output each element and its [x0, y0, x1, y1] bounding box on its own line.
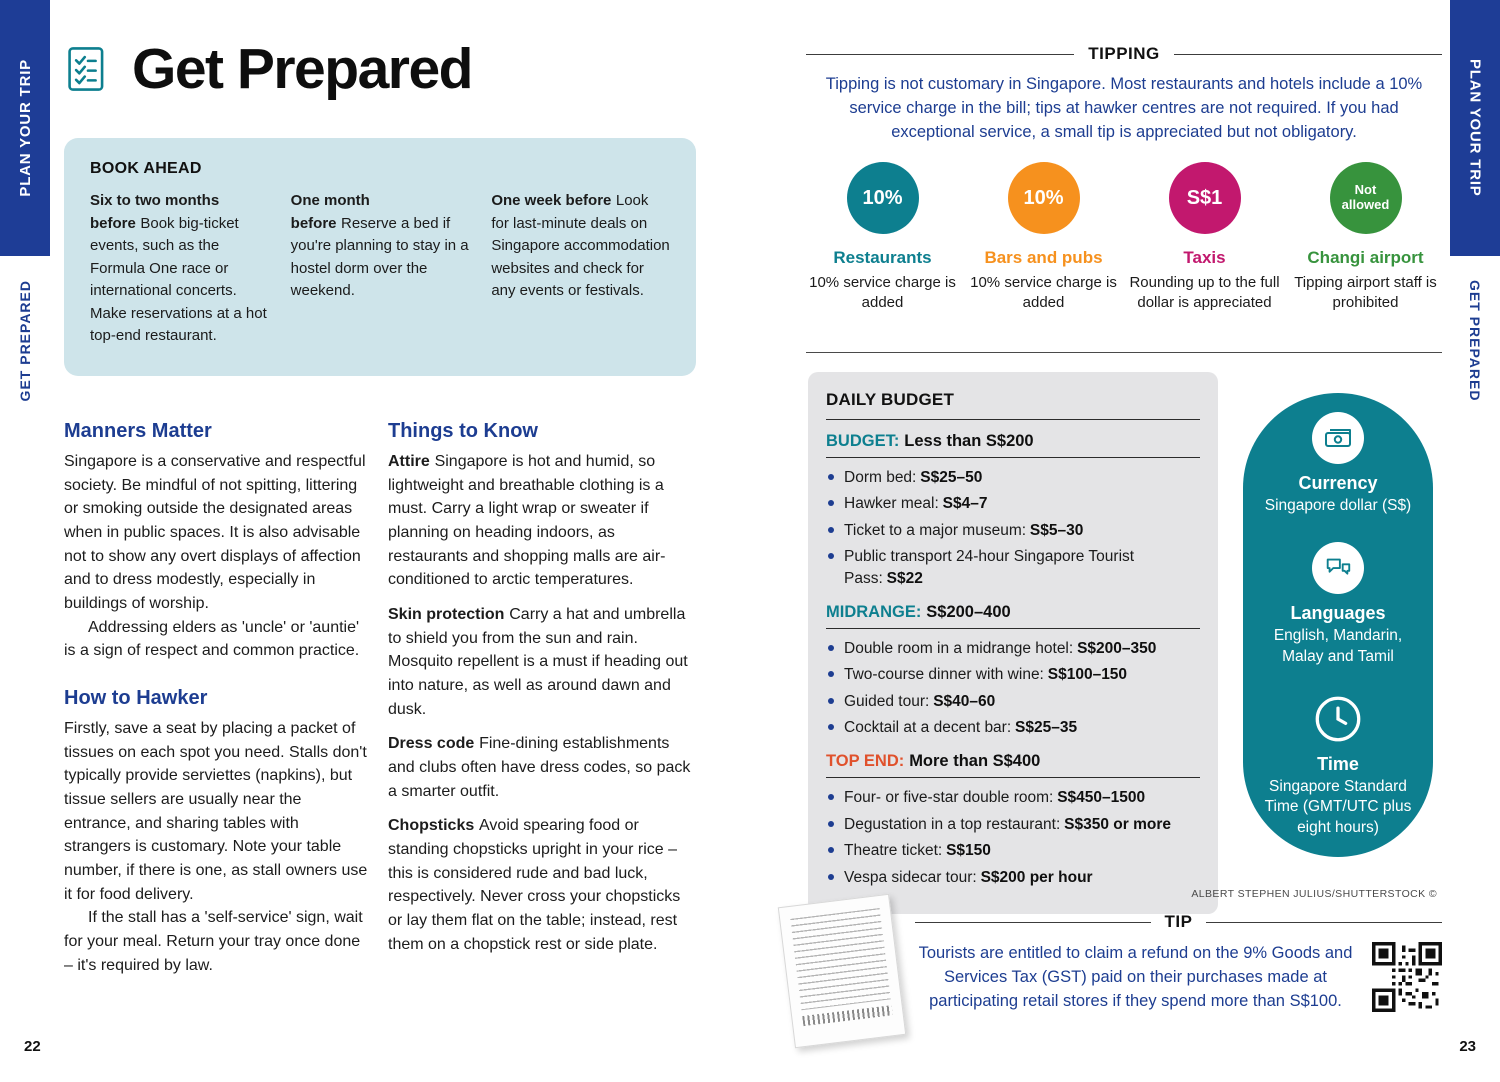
tipping-intro: Tipping is not customary in Singapore. Most restaurants and hotels include a 10% service charge in the bill; tips at hawker centres are not required. If you had exceptional service, a small tip is appreciated but not obligatory.	[825, 75, 1423, 141]
things-item	[388, 450, 696, 592]
tipping-heading: TIPPING	[1088, 44, 1160, 63]
budget-item	[826, 691, 1200, 712]
things-item	[388, 732, 696, 803]
budget-tier-range: More than S$400	[909, 752, 1041, 771]
page-number-right: 23	[1459, 1038, 1476, 1055]
things-item	[388, 603, 696, 721]
budget-item	[826, 867, 1200, 888]
budget-item-value: S$5–30	[1029, 521, 1084, 539]
book-ahead-item	[90, 190, 269, 348]
sidebar-get-prepared-left	[0, 262, 50, 420]
things-text: Fine-dining establishments and clubs often have dress codes, so pack a smarter outfit.	[388, 735, 691, 800]
budget-item-value: S$200–350	[1077, 639, 1157, 657]
book-ahead-lead: Six to two months before	[90, 192, 220, 232]
page-number-left: 22	[24, 1038, 41, 1055]
divider-line	[826, 419, 1200, 420]
budget-item-value: S$150	[946, 842, 991, 860]
things-text: Singapore is hot and humid, so lightweight and breathable clothing is a must. Carry a light wrap or sweater if planning on heading indoors, as restaurants and shopping malls are air-conditioned to arctic temperatures.	[388, 453, 666, 589]
budget-item-label: Guided tour:	[844, 692, 930, 710]
manners-paragraph: Addressing elders as 'uncle' or 'auntie' is a sign of respect and common practice.	[64, 618, 360, 660]
clock-icon	[1312, 693, 1364, 745]
budget-item-value: S$25–35	[1015, 719, 1078, 736]
left-text-column-2	[388, 420, 696, 967]
things-lead: Attire	[388, 453, 430, 470]
tipping-category-label: Taxis	[1183, 248, 1226, 267]
book-ahead-lead: One week before	[491, 192, 612, 209]
tipping-description: Rounding up to the full dollar is appreciated	[1129, 274, 1280, 311]
things-lead: Chopsticks	[388, 817, 475, 835]
sidebar-get-prepared-right	[1450, 262, 1500, 420]
book-ahead-lead: One month before	[290, 192, 370, 232]
sidebar-label-plan-your-trip: PLAN YOUR TRIP	[1466, 59, 1484, 197]
tip-heading: TIP	[1164, 912, 1193, 931]
fact-languages	[1258, 542, 1418, 667]
budget-item-label: Four- or five-star double room:	[844, 789, 1054, 807]
fact-title: Languages	[1290, 603, 1386, 624]
budget-tier-range: Less than S$200	[904, 432, 1034, 450]
qr-code	[1372, 942, 1442, 1012]
divider-line	[1174, 54, 1442, 55]
tipping-amount: 10%	[862, 186, 903, 209]
budget-item-label: Cocktail at a decent bar:	[844, 719, 1012, 736]
midrange-section-header	[826, 603, 1200, 629]
budget-list	[826, 467, 1200, 589]
budget-item-label: Two-course dinner with wine:	[844, 666, 1044, 684]
things-lead: Skin protection	[388, 606, 505, 624]
budget-item-value: S$450–1500	[1057, 789, 1146, 807]
fact-time	[1258, 693, 1418, 838]
how-to-hawker-heading: How to Hawker	[64, 687, 208, 710]
fact-title: Currency	[1298, 472, 1378, 493]
divider-line	[915, 922, 1151, 923]
tip-header	[915, 912, 1442, 932]
budget-item-value: S$100–150	[1047, 666, 1128, 684]
tipping-category-label: Restaurants	[833, 248, 932, 267]
tipping-amount-badge	[1008, 162, 1080, 234]
budget-item-value: S$200 per hour	[980, 868, 1093, 886]
sidebar-plan-your-trip-right	[1450, 0, 1500, 256]
top-end-section-header	[826, 752, 1200, 778]
budget-item-label: Degustation in a top restaurant:	[844, 815, 1061, 833]
tipping-item-restaurants	[806, 162, 959, 313]
manners-matter-heading: Manners Matter	[64, 420, 212, 442]
divider-line	[1206, 922, 1442, 923]
tipping-description: Tipping airport staff is prohibited	[1294, 274, 1437, 311]
book-ahead-item	[291, 190, 470, 348]
book-ahead-columns	[90, 190, 670, 348]
fact-text: Singapore dollar (S$)	[1264, 496, 1412, 514]
tipping-item-bars	[967, 162, 1120, 313]
left-text-column-1	[64, 420, 368, 977]
budget-item	[826, 787, 1200, 808]
budget-item-label: Vespa sidecar tour:	[844, 868, 977, 886]
book-ahead-heading: BOOK AHEAD	[90, 160, 202, 177]
tipping-section	[806, 44, 1442, 145]
budget-item-value: S$22	[886, 569, 923, 587]
budget-tier-label: TOP END:	[826, 752, 905, 771]
fact-title: Time	[1317, 754, 1359, 774]
budget-item-label: Double room in a midrange hotel:	[844, 639, 1074, 657]
tipping-amount: Not allowed	[1341, 182, 1390, 212]
tipping-item-changi-airport	[1289, 162, 1442, 313]
daily-budget-heading: DAILY BUDGET	[826, 390, 955, 409]
tipping-amount-badge	[1169, 162, 1241, 234]
section-divider	[806, 352, 1442, 353]
book-ahead-item	[491, 190, 670, 348]
page-title-row	[62, 36, 472, 102]
budget-item-value: S$350 or more	[1064, 815, 1171, 833]
top-end-list	[826, 787, 1200, 888]
daily-budget-box	[808, 372, 1218, 914]
tip-section	[915, 912, 1442, 1014]
tipping-item-taxis	[1128, 162, 1281, 313]
sidebar-label-get-prepared: GET PREPARED	[17, 280, 33, 402]
fact-text: English, Mandarin, Malay and Tamil	[1273, 627, 1403, 665]
things-text: Carry a hat and umbrella to shield you from the sun and rain. Mosquito repellent is a must if heading out into nature, as well as around dawn and dusk.	[388, 606, 688, 718]
fact-text: Singapore Standard Time (GMT/UTC plus eight hours)	[1264, 778, 1412, 836]
budget-item-value: S$25–50	[920, 469, 983, 486]
receipt-text-lines	[790, 908, 891, 1010]
hawker-paragraph: If the stall has a 'self-service' sign, wait for your meal. Return your tray once done – it's required by law.	[64, 909, 363, 974]
receipt-image	[778, 894, 906, 1049]
tipping-header	[806, 44, 1442, 64]
things-to-know-heading: Things to Know	[388, 420, 538, 442]
budget-item	[826, 546, 1200, 589]
budget-item	[826, 814, 1200, 835]
tipping-items	[806, 162, 1442, 313]
tipping-description: 10% service charge is added	[809, 274, 956, 311]
tipping-amount-badge	[847, 162, 919, 234]
book-ahead-text: Book big-ticket events, such as the Formula One race or international concerts. Make reservations at a hot top-end restaurant.	[90, 214, 267, 344]
tipping-amount: S$1	[1186, 186, 1223, 209]
budget-item-label: Dorm bed:	[844, 469, 917, 486]
budget-item	[826, 840, 1200, 861]
tip-text: Tourists are entitled to claim a refund on the 9% Goods and Services Tax (GST) paid on their purchases made at participating retail stores if they spend more than S$100.	[918, 944, 1353, 1010]
book-ahead-text: Reserve a bed if you're planning to stay in a hostel dorm over the weekend.	[290, 214, 469, 299]
budget-item-value: S$40–60	[933, 692, 996, 710]
budget-tier-range: S$200–400	[926, 602, 1011, 621]
things-lead: Dress code	[388, 735, 475, 753]
quick-facts-panel	[1243, 393, 1433, 857]
sidebar-plan-your-trip-left	[0, 0, 50, 256]
tip-content	[915, 942, 1442, 1014]
tipping-category-label: Bars and pubs	[984, 248, 1103, 267]
tipping-category-label: Changi airport	[1307, 248, 1424, 267]
midrange-list	[826, 638, 1200, 739]
things-item	[388, 814, 696, 956]
hawker-paragraph: Firstly, save a seat by placing a packet of tissues on each spot you need. Stalls don't typically provide serviettes (napkins), but tissue sellers are usually near the entrance, and sharing tables with strangers is customary. Note your table number, if there is one, as stall owners use it for food delivery.	[64, 720, 368, 903]
tipping-description: 10% service charge is added	[970, 274, 1117, 311]
sidebar-label-plan-your-trip: PLAN YOUR TRIP	[16, 59, 34, 197]
budget-item	[826, 467, 1200, 488]
tipping-amount: 10%	[1023, 186, 1064, 209]
things-text: Avoid spearing food or standing chopsticks upright in your rice – this is considered rude and bad luck, respectively. Never cross your chopsticks or lay them flat on the table; instead, rest them on a chopstick rest or side plate.	[388, 817, 681, 953]
budget-item-label: Hawker meal:	[844, 495, 939, 513]
budget-item-label: Ticket to a major museum:	[844, 521, 1027, 539]
budget-item	[826, 493, 1200, 514]
fact-currency	[1265, 412, 1411, 516]
budget-section-header	[826, 432, 1200, 458]
book-ahead-box	[64, 138, 696, 376]
budget-tier-label: MIDRANGE:	[826, 602, 922, 621]
budget-item	[826, 638, 1200, 659]
budget-item-label: Theatre ticket:	[844, 842, 943, 860]
speech-bubbles-icon	[1312, 542, 1364, 594]
budget-item-value: S$4–7	[942, 495, 988, 513]
divider-line	[806, 54, 1074, 55]
banknotes-icon	[1312, 412, 1364, 464]
budget-item	[826, 664, 1200, 685]
photo-credit: ALBERT STEPHEN JULIUS/SHUTTERSTOCK ©	[1191, 888, 1437, 900]
checklist-icon	[62, 43, 114, 95]
tipping-amount-badge	[1330, 162, 1402, 234]
budget-item	[826, 520, 1200, 541]
budget-item-label: Public transport 24-hour Singapore Tourist Pass:	[844, 548, 1135, 587]
budget-tier-label: BUDGET:	[826, 432, 900, 450]
manners-paragraph: Singapore is a conservative and respectful society. Be mindful of not spitting, littering or smoking outside the designated areas when in public spaces. It is also advisable not to show any overt displays of affection and to dress modestly, especially in buildings of worship.	[64, 453, 366, 613]
sidebar-label-get-prepared: GET PREPARED	[1467, 280, 1483, 402]
page-title: Get Prepared	[132, 37, 472, 101]
budget-item	[826, 717, 1200, 738]
book-ahead-text: Look for last-minute deals on Singapore accommodation websites and check for any events or festivals.	[491, 192, 670, 299]
